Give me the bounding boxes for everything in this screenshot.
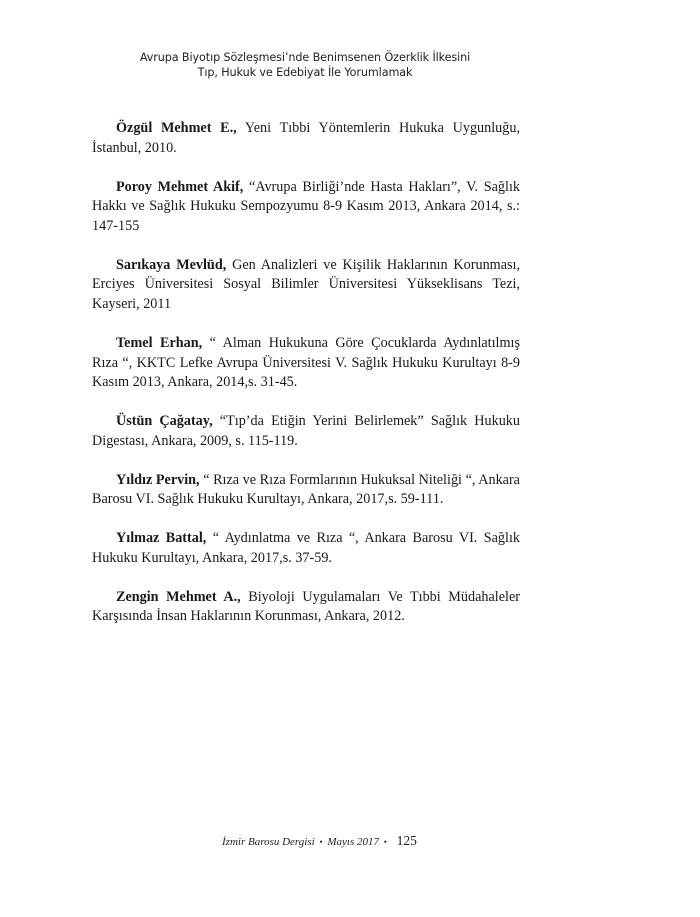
reference-text: “ Aydınlatma ve Rıza “, Ankara Barosu VI. Sağlık Hukuku Kurultayı, Ankara, 2017,s. 37-59. [92, 530, 520, 566]
reference-text: Yeni Tıbbi Yöntemlerin Hukuka Uygunluğu, İstanbul, 2010. [92, 120, 521, 156]
reference-list [92, 119, 520, 646]
reference-text: “ Alman Hukukuna Göre Çocuklarda Aydınlatılmış Rıza “, KKTC Lefke Avrupa Üniversitesi V. Sağlık Hukuku Kurultayı 8-9 Kasım 2013, Ankara, 2014,s. 31-45. [92, 334, 521, 391]
reference-text: Gen Analizleri ve Kişilik Haklarının Korunması, Erciyes Üniversitesi Sosyal Bilimler Üniversitesi Yükseklisans Tezi, Kayseri, 2011 [92, 256, 520, 312]
reference-author: Sarıkaya Mevlüd, [116, 256, 227, 273]
reference-text: Biyoloji Uygulamaları Ve Tıbbi Müdahaleler Karşısında İnsan Haklarının Korunması, Ankara, 2012. [92, 588, 520, 625]
reference-entry [92, 412, 520, 451]
reference-author: Yıldız Pervin, [116, 471, 200, 488]
reference-entry [92, 334, 520, 393]
footer-bullet: • [319, 837, 323, 847]
running-header-line-1: Avrupa Biyotıp Sözleşmesi’nde Benimsenen Özerklik İlkesini [139, 51, 471, 64]
reference-entry [92, 256, 520, 315]
reference-author: Temel Erhan, [116, 334, 203, 351]
footer-issue: Mayıs 2017 [327, 836, 379, 848]
reference-entry [92, 529, 520, 568]
reference-author: Zengin Mehmet A., [116, 588, 241, 605]
footer-journal-name: İzmir Barosu Dergisi [222, 836, 315, 848]
page-footer [222, 833, 417, 849]
reference-text: “Avrupa Birliği’nde Hasta Hakları”, V. Sağlık Hakkı ve Sağlık Hukuku Sempozyumu 8-9 Kasım 2013, Ankara 2014, s.: 147-155 [92, 178, 520, 234]
page-number: 125 [396, 833, 417, 848]
reference-entry [92, 588, 520, 627]
running-header-line-2: Tıp, Hukuk ve Edebiyat İle Yorumlamak [197, 66, 413, 79]
reference-entry [92, 471, 520, 510]
reference-text: “Tıp’da Etiğin Yerini Belirlemek” Sağlık Hukuku Digestası, Ankara, 2009, s. 115-119. [92, 413, 520, 449]
reference-entry [92, 178, 520, 237]
footer-bullet: • [383, 837, 387, 847]
reference-author: Üstün Çağatay, [116, 413, 213, 430]
reference-author: Yılmaz Battal, [116, 530, 207, 547]
reference-text: “ Rıza ve Rıza Formlarının Hukuksal Niteliği “, Ankara Barosu VI. Sağlık Hukuku Kurultayı, Ankara, 2017,s. 59-111. [92, 471, 520, 508]
reference-entry [92, 119, 520, 158]
running-header [0, 50, 610, 80]
reference-author: Poroy Mehmet Akif, [116, 178, 244, 195]
reference-author: Özgül Mehmet E., [116, 120, 237, 136]
